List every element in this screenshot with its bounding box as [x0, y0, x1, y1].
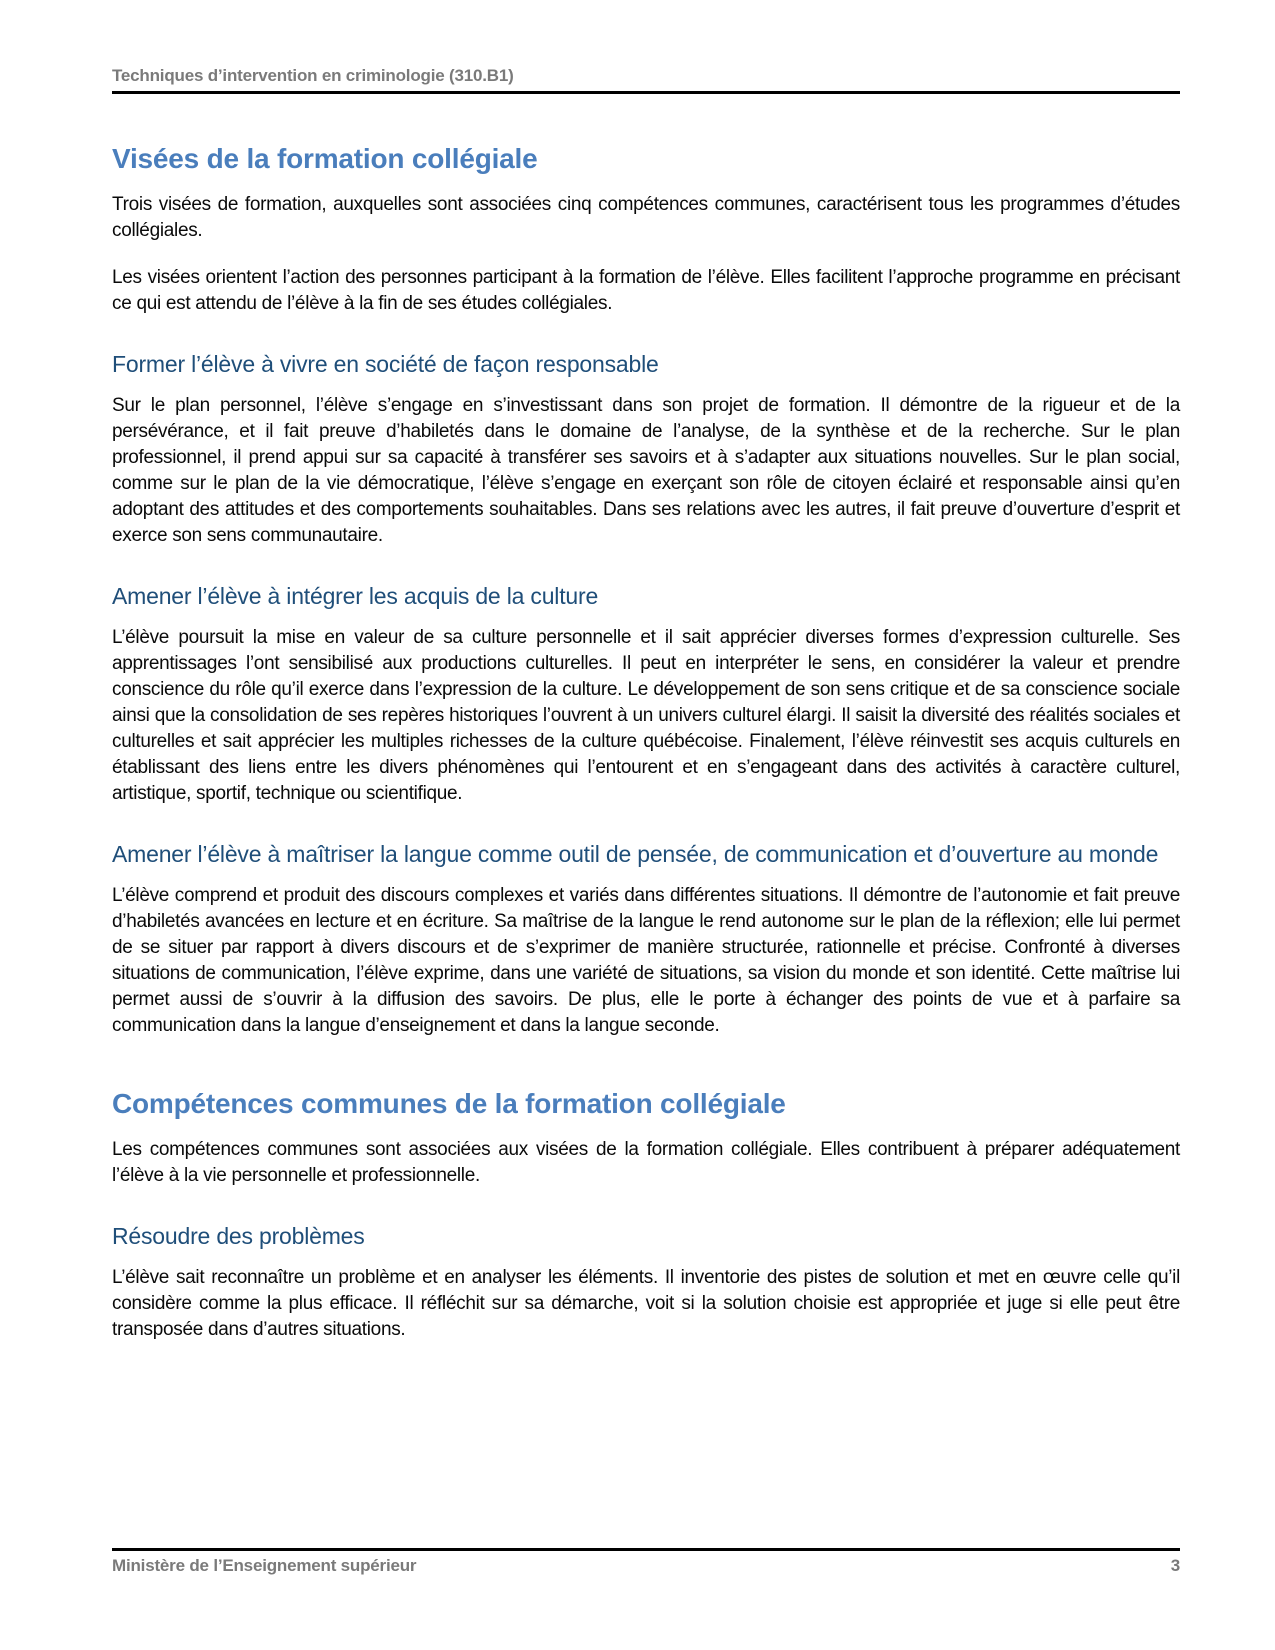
- body-paragraph: L’élève sait reconnaître un problème et en analyser les éléments. Il inventorie des pistes de solution et met en œuvre celle qu’il considère comme la plus efficace. Il réfléchit sur sa démarche, voit si la solution choisie est appropriée et juge si elle peut être transposée dans d’autres situations.: [112, 1267, 1180, 1340]
- section-heading-visees: Visées de la formation collégiale: [112, 143, 538, 174]
- body-paragraph: L’élève poursuit la mise en valeur de sa culture personnelle et il sait apprécier diverses formes d’expression culturelle. Ses apprentissages l’ont sensibilisé aux productions culturelles. Il peut en interpréter le sens, en considérer la valeur et prendre conscience du rôle qu’il exerce dans l’expression de la culture. Le développement de son sens critique et de sa conscience sociale ainsi que la consolidation de ses repères historiques l’ouvrent à un univers culturel élargi. Il saisit la diversité des réalités sociales et culturelles et sait apprécier les multiples richesses de la culture québécoise. Finalement, l’élève réinvestit ses acquis culturels en établissant des liens entre les divers phénomènes qui l’entourent et en s’engageant dans des activités à caractère culturel, artistique, sportif, technique ou scientifique.: [112, 627, 1180, 804]
- running-header: [112, 0, 1180, 94]
- body-paragraph: Sur le plan personnel, l’élève s’engage en s’investissant dans son projet de formation. Il démontre de la rigueur et de la persévérance, et il fait preuve d’habiletés dans le domaine de l’analyse, de la synthèse et de la recherche. Sur le plan professionnel, il prend appui sur sa capacité à transférer ses savoirs et à s’adapter aux situations nouvelles. Sur le plan social, comme sur le plan de la vie démocratique, l’élève s’engage en exerçant son rôle de citoyen éclairé et responsable ainsi qu’en adoptant des attitudes et des comportements souhaitables. Dans ses relations avec les autres, il fait preuve d’ouverture d’esprit et exerce son sens communautaire.: [112, 395, 1180, 546]
- running-header-title: Techniques d’intervention en criminologie (310.B1): [112, 66, 514, 85]
- footer-page-number: 3: [1170, 1556, 1180, 1575]
- subsection-heading-culture: Amener l’élève à intégrer les acquis de la culture: [112, 583, 599, 609]
- subsection-heading-resoudre: Résoudre des problèmes: [112, 1223, 365, 1249]
- body-paragraph: Trois visées de formation, auxquelles sont associées cinq compétences communes, caractérisent tous les programmes d’études collégiales.: [112, 194, 1180, 241]
- page-footer: [112, 1548, 1180, 1576]
- subsection-heading-former: Former l’élève à vivre en société de façon responsable: [112, 351, 659, 377]
- body-paragraph: Les visées orientent l’action des personnes participant à la formation de l’élève. Elles facilitent l’approche programme en précisant ce qui est attendu de l’élève à la fin de ses études collégiales.: [112, 267, 1180, 314]
- body-paragraph: L’élève comprend et produit des discours complexes et variés dans différentes situations. Il démontre de l’autonomie et fait preuve d’habiletés avancées en lecture et en écriture. Sa maîtrise de la langue le rend autonome sur le plan de la réflexion; elle lui permet de se situer par rapport à divers discours et de s’exprimer de manière structurée, rationnelle et précise. Confronté à diverses situations de communication, l’élève exprime, dans une variété de situations, sa vision du monde et son identité. Cette maîtrise lui permet aussi de s’ouvrir à la diffusion des savoirs. De plus, elle le porte à échanger des points de vue et à parfaire sa communication dans la langue d’enseignement et dans la langue seconde.: [112, 885, 1180, 1036]
- header-rule: [112, 91, 1180, 94]
- body-paragraph: Les compétences communes sont associées aux visées de la formation collégiale. Elles contribuent à préparer adéquatement l’élève à la vie personnelle et professionnelle.: [112, 1139, 1180, 1186]
- page-content: [112, 0, 1180, 1364]
- section-heading-competences: Compétences communes de la formation collégiale: [112, 1088, 786, 1119]
- subsection-heading-langue: Amener l’élève à maîtriser la langue comme outil de pensée, de communication et d’ouverture au monde: [112, 841, 1159, 867]
- footer-ministry-label: Ministère de l’Enseignement supérieur: [112, 1556, 417, 1575]
